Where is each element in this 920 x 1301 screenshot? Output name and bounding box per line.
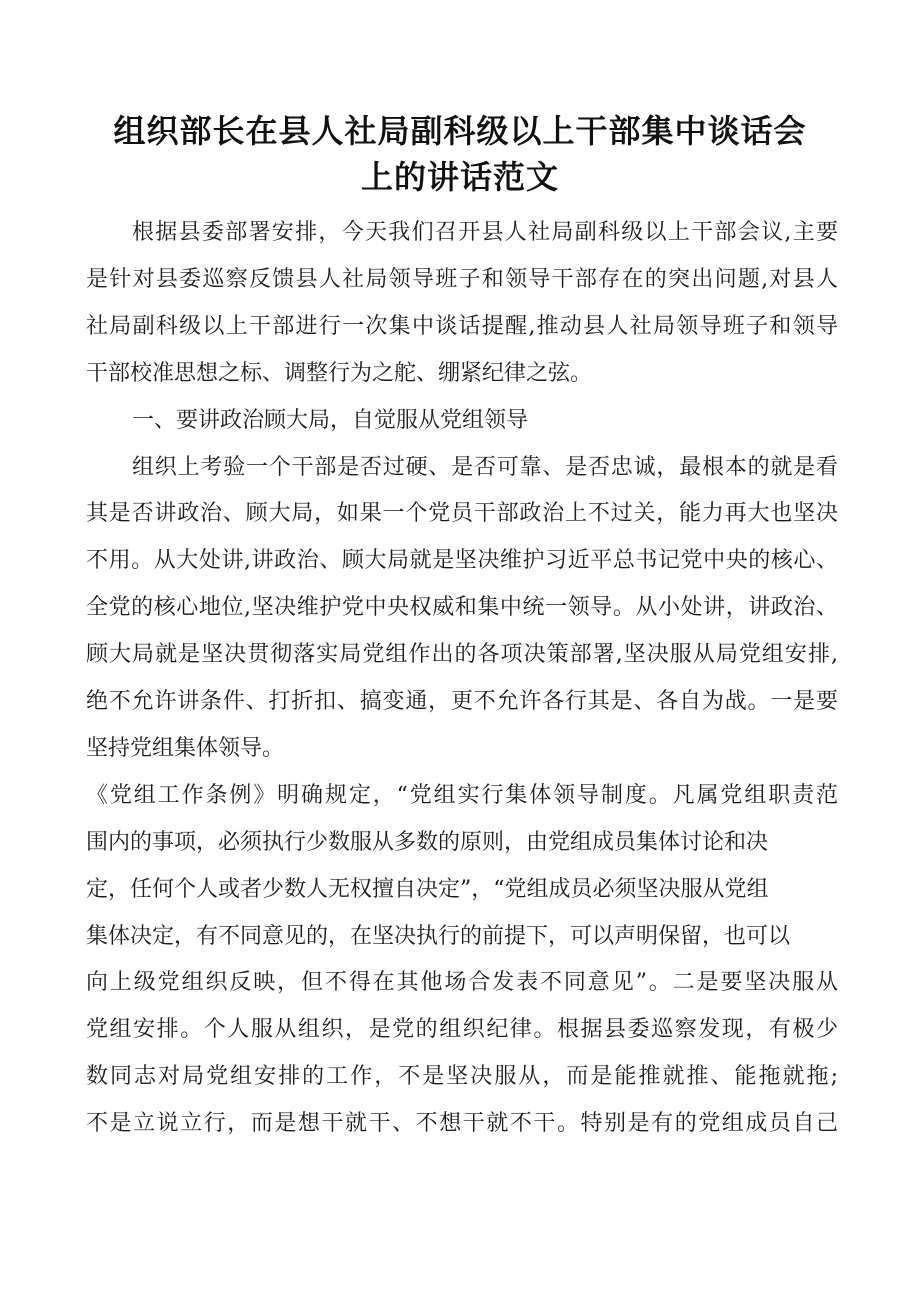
document-body-line: 社局副科级以上干部进行一次集中谈话提醒,推动县人社局领导班子和领导 [86, 313, 838, 339]
document-body-line: 其是否讲政治、顾大局，如果一个党员干部政治上不过关，能力再大也坚决 [86, 501, 838, 527]
document-body-line: 全党的核心地位,坚决维护党中央权威和集中统一领导。从小处讲，讲政治、 [86, 595, 838, 621]
document-body-line: 组织上考验一个干部是否过硬、是否可靠、是否忠诚，最根本的就是看 [132, 454, 838, 480]
document-body-line: 《党组工作条例》明确规定，“党组实行集体领导制度。凡属党组职责范 [86, 782, 838, 808]
document-body-line: 干部校准思想之标、调整行为之舵、绷紧纪律之弦。 [86, 360, 593, 386]
document-body-line: 坚持党组集体领导。 [86, 735, 285, 761]
document-body-line: 数同志对局党组安排的工作，不是坚决服从，而是能推就推、能拖就拖; [86, 1064, 838, 1090]
document-body-line: 不用。从大处讲,讲政治、顾大局就是坚决维护习近平总书记党中央的核心、 [86, 548, 838, 574]
document-body-line: 围内的事项，必须执行少数服从多数的原则，由党组成员集体讨论和决 [86, 829, 769, 855]
document-body-line: 一、要讲政治顾大局，自觉服从党组领导 [132, 407, 529, 433]
document-body-line: 顾大局就是坚决贯彻落实局党组作出的各项决策部署,坚决服从局党组安排, [86, 642, 838, 668]
document-body-line: 党组安排。个人服从组织，是党的组织纪律。根据县委巡察发现，有极少 [86, 1017, 838, 1043]
document-title-line-1: 组织部长在县人社局副科级以上干部集中谈话会 [113, 112, 807, 150]
document-body-line: 定，任何个人或者少数人无权擅自决定”，“党组成员必须坚决服从党组 [86, 876, 769, 902]
document-title-line-2: 上的讲话范文 [360, 158, 559, 196]
document-body-line: 向上级党组织反映，但不得在其他场合发表不同意见”。二是要坚决服从 [86, 970, 838, 996]
document-body-line: 根据县委部署安排，今天我们召开县人社局副科级以上干部会议,主要 [132, 220, 838, 245]
document-body-line: 集体决定，有不同意见的，在坚决执行的前提下，可以声明保留，也可以 [86, 923, 791, 949]
document-body-line: 不是立说立行，而是想干就干、不想干就不干。特别是有的党组成员自己 [86, 1111, 838, 1137]
document-body-line: 是针对县委巡察反馈县人社局领导班子和领导干部存在的突出问题,对县人 [86, 266, 838, 292]
document-body-line: 绝不允许讲条件、打折扣、搞变通，更不允许各行其是、各自为战。一是要 [86, 689, 838, 714]
